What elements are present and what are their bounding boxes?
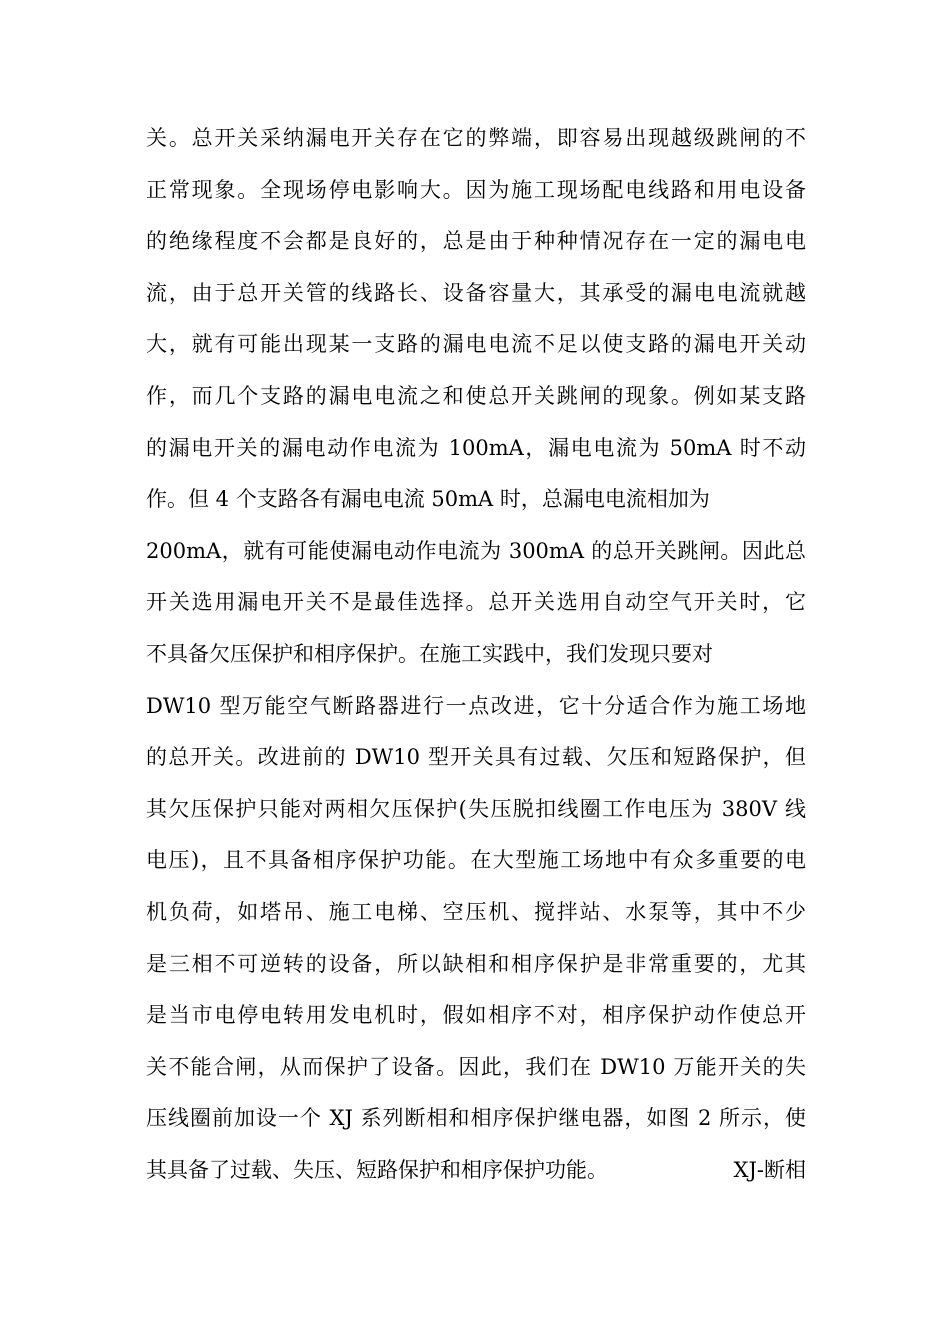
text-line: 作。但 4 个支路各有漏电电流 50mA 时，总漏电电流相加为: [146, 487, 710, 512]
body-text: [146, 113, 806, 1196]
text-line: 的漏电开关的漏电动作电流为 100mA，漏电电流为 50mA 时不动: [146, 435, 806, 460]
text-line: 是当市电停电转用发电机时，假如相序不对，相序保护动作使总开: [146, 1003, 806, 1028]
text-line: 关。总开关采纳漏电开关存在它的弊端，即容易出现越级跳闸的不: [146, 126, 806, 150]
last-line-text: 其具备了过载、失压、短路保护和相序保护功能。: [146, 1157, 608, 1182]
text-line: 正常现象。全现场停电影响大。因为施工现场配电线路和用电设备: [146, 177, 806, 202]
text-line: 压线圈前加设一个 XJ 系列断相和相序保护继电器，如图 2 所示，使: [146, 1106, 806, 1131]
text-line: 不具备欠压保护和相序保护。在施工实践中，我们发现只要对: [146, 641, 713, 666]
text-line: 是三相不可逆转的设备，所以缺相和相序保护是非常重要的，尤其: [146, 951, 806, 976]
text-line: 开关选用漏电开关不是最佳选择。总开关选用自动空气开关时，它: [146, 590, 806, 615]
text-line-last: [146, 1145, 806, 1197]
text-line: 大，就有可能出现某一支路的漏电电流不足以使支路的漏电开关动: [146, 332, 806, 357]
text-line: 机负荷，如塔吊、施工电梯、空压机、搅拌站、水泵等，其中不少: [146, 899, 806, 924]
text-line: 关不能合闸，从而保护了设备。因此，我们在 DW10 万能开关的失: [146, 1054, 806, 1079]
text-line: 作，而几个支路的漏电电流之和使总开关跳闸的现象。例如某支路: [146, 383, 806, 408]
trailing-text: XJ-断相: [733, 1157, 806, 1182]
text-line: 的绝缘程度不会都是良好的，总是由于种种情况存在一定的漏电电: [146, 229, 806, 254]
text-line: 200mA，就有可能使漏电动作电流为 300mA 的总开关跳闸。因此总: [146, 538, 806, 563]
text-line: 其欠压保护只能对两相欠压保护(失压脱扣线圈工作电压为 380V 线: [146, 796, 806, 821]
text-line: 电压)，且不具备相序保护功能。在大型施工场地中有众多重要的电: [146, 848, 806, 873]
text-line: DW10 型万能空气断路器进行一点改进，它十分适合作为施工场地: [146, 693, 806, 718]
text-line: 的总开关。改进前的 DW10 型开关具有过载、欠压和短路保护，但: [146, 745, 806, 770]
text-line: 流，由于总开关管的线路长、设备容量大，其承受的漏电电流就越: [146, 280, 806, 305]
